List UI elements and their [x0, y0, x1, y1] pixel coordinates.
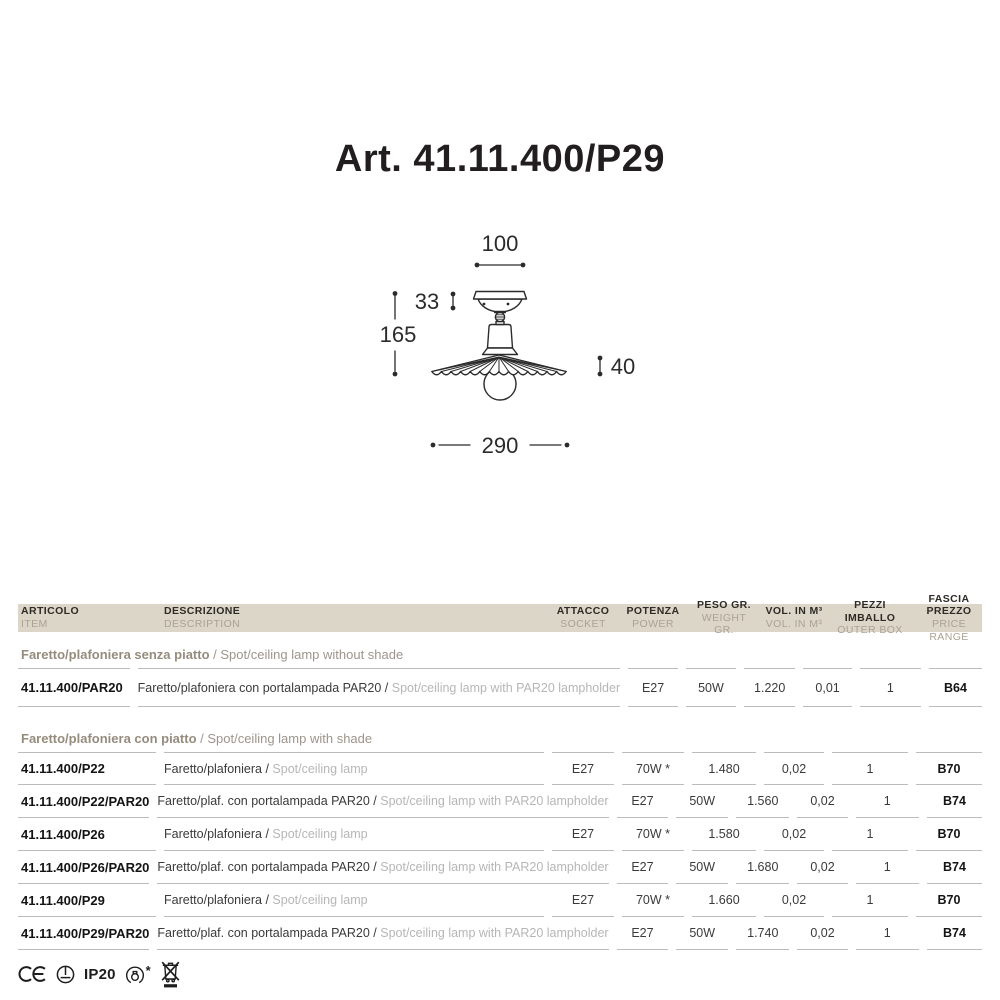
- column-header-price-range: FASCIA PREZZO PRICE RANGE: [926, 592, 972, 643]
- weight-cell: 1.680: [736, 851, 789, 884]
- pleat-fold-lines: [432, 357, 566, 372]
- pieces-cell: 1: [832, 752, 908, 785]
- dim-label-40: 40: [610, 354, 636, 379]
- socket-cell: E27: [552, 818, 614, 851]
- description-cell: Faretto/plaf. con portalampada PAR20 / Spot/ceiling lamp with PAR20 lampholder: [157, 917, 608, 950]
- column-header-volume: VOL. IN M³ VOL. IN M³: [765, 605, 823, 630]
- price-range-cell: B74: [927, 917, 982, 950]
- price-range-cell: B74: [927, 851, 982, 884]
- article-cell: 41.11.400/P29: [18, 884, 156, 917]
- article-cell: 41.11.400/PAR20: [18, 668, 130, 707]
- table-row: [18, 851, 982, 884]
- ip-rating-label: IP20: [84, 965, 116, 983]
- volume-cell: 0,02: [797, 785, 847, 818]
- product-dimension-diagram: [368, 220, 658, 465]
- article-cell: 41.11.400/P26: [18, 818, 156, 851]
- description-cell: Faretto/plaf. con portalampada PAR20 / Spot/ceiling lamp with PAR20 lampholder: [157, 785, 608, 818]
- lamp-note-asterisk: *: [145, 962, 151, 978]
- socket-cell: E27: [628, 668, 678, 707]
- table-row: [18, 818, 982, 851]
- description-cell: Faretto/plaf. con portalampada PAR20 / Spot/ceiling lamp with PAR20 lampholder: [157, 851, 608, 884]
- socket-cell: E27: [552, 884, 614, 917]
- power-cell: 50W: [686, 668, 736, 707]
- price-range-cell: B70: [916, 884, 982, 917]
- pieces-cell: 1: [860, 668, 921, 707]
- column-header-outer-box: PEZZI IMBALLO OUTER BOX: [837, 599, 903, 637]
- spec-table: [18, 592, 982, 950]
- dim-label-165: 165: [379, 322, 417, 347]
- price-range-cell: B64: [929, 668, 982, 707]
- power-cell: 70W *: [622, 818, 684, 851]
- volume-cell: 0,01: [803, 668, 851, 707]
- dim-label-290: 290: [481, 433, 519, 458]
- volume-cell: 0,02: [797, 851, 847, 884]
- dim-label-33: 33: [414, 289, 440, 314]
- section-title-without-shade: Faretto/plafoniera senza piatto / Spot/ceiling lamp without shade: [21, 647, 404, 662]
- page-title: Art. 41.11.400/P29: [334, 138, 666, 180]
- description-cell: Faretto/plafoniera / Spot/ceiling lamp: [164, 884, 544, 917]
- lamp-holder-flare: [483, 348, 518, 355]
- socket-cell: E27: [617, 851, 669, 884]
- power-cell: 50W: [676, 785, 728, 818]
- pieces-cell: 1: [856, 851, 919, 884]
- description-cell: Faretto/plafoniera / Spot/ceiling lamp: [164, 818, 544, 851]
- weight-cell: 1.580: [692, 818, 756, 851]
- canopy-plate: [474, 292, 527, 300]
- table-row: [18, 917, 982, 950]
- power-cell: 50W: [676, 917, 728, 950]
- table-row: [18, 752, 982, 785]
- description-cell: Faretto/plafoniera / Spot/ceiling lamp: [164, 752, 544, 785]
- weee-crossed-bin-icon: [160, 959, 181, 990]
- table-row: [18, 884, 982, 917]
- column-header-socket: ATTACCO SOCKET: [556, 605, 610, 630]
- weight-cell: 1.560: [736, 785, 789, 818]
- ce-mark-icon: [18, 962, 47, 986]
- pieces-cell: 1: [832, 884, 908, 917]
- lamp-holder-bell: [488, 325, 513, 349]
- pieces-cell: 1: [856, 917, 919, 950]
- lamp-symbol-wrapper: [125, 964, 151, 985]
- pieces-cell: 1: [832, 818, 908, 851]
- power-cell: 70W *: [622, 752, 684, 785]
- column-header-description: DESCRIZIONE DESCRIPTION: [164, 605, 241, 630]
- volume-cell: 0,02: [764, 884, 824, 917]
- description-cell: Faretto/plafoniera con portalampada PAR20 / Spot/ceiling lamp with PAR20 lampholder: [138, 668, 620, 707]
- ceiling-lamp-drawing: [368, 220, 658, 465]
- weight-cell: 1.480: [692, 752, 756, 785]
- table-header-row: [18, 592, 982, 643]
- dim-label-100: 100: [481, 231, 519, 256]
- table-row: [18, 785, 982, 818]
- certification-symbols: [18, 956, 181, 992]
- power-cell: 50W: [676, 851, 728, 884]
- article-cell: 41.11.400/P22: [18, 752, 156, 785]
- canopy-screw-right: [507, 303, 510, 306]
- table-row: [18, 668, 982, 707]
- price-range-cell: B70: [916, 818, 982, 851]
- weight-cell: 1.220: [744, 668, 796, 707]
- self-shielded-lamp-icon: [125, 964, 145, 985]
- article-cell: 41.11.400/P29/PAR20: [18, 917, 149, 950]
- volume-cell: 0,02: [764, 818, 824, 851]
- weight-cell: 1.740: [736, 917, 789, 950]
- canopy-screw-left: [483, 303, 486, 306]
- column-header-power: POTENZA POWER: [626, 605, 680, 630]
- socket-cell: E27: [617, 917, 669, 950]
- volume-cell: 0,02: [764, 752, 824, 785]
- article-cell: 41.11.400/P22/PAR20: [18, 785, 149, 818]
- protective-earth-icon: [56, 965, 75, 984]
- article-cell: 41.11.400/P26/PAR20: [18, 851, 149, 884]
- weight-cell: 1.660: [692, 884, 756, 917]
- volume-cell: 0,02: [797, 917, 847, 950]
- power-cell: 70W *: [622, 884, 684, 917]
- price-range-cell: B70: [916, 752, 982, 785]
- pieces-cell: 1: [856, 785, 919, 818]
- socket-cell: E27: [552, 752, 614, 785]
- column-header-weight: PESO GR. WEIGHT GR.: [697, 599, 751, 637]
- section-title-with-shade: Faretto/plafoniera con piatto / Spot/ceiling lamp with shade: [21, 731, 373, 746]
- column-header-article: ARTICOLO ITEM: [21, 605, 80, 630]
- socket-cell: E27: [617, 785, 669, 818]
- price-range-cell: B74: [927, 785, 982, 818]
